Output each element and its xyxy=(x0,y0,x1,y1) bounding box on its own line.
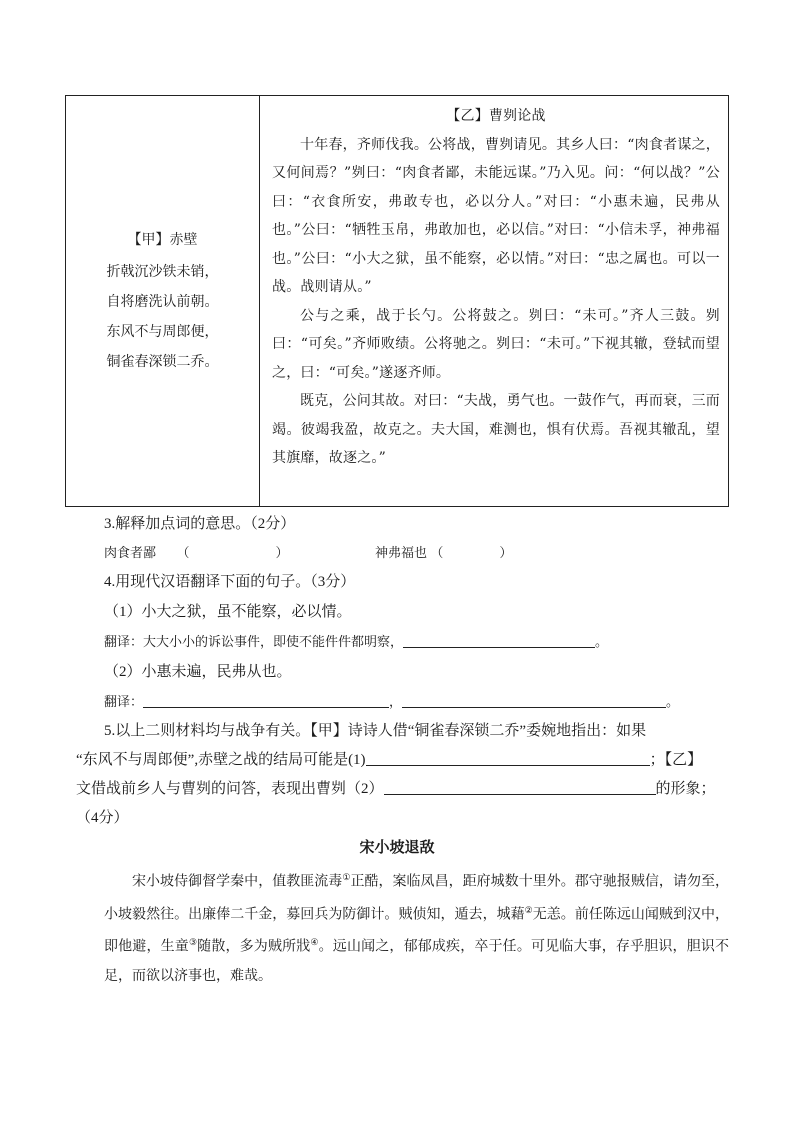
question-5-line-1: 5.以上二则材料均与战争有关。【甲】诗诗人借“铜雀春深锁二乔”委婉地指出：如果 xyxy=(104,723,647,739)
q3-answer-box-1[interactable]: （ ） xyxy=(176,545,289,560)
prose-paragraph: 既克，公问其故。对曰：“夫战，勇气也。一鼓作气，再而衰，三而竭。彼竭我盈，故克之。夫大国，难测也，惧有伏焉。吾视其辙乱，望其旗靡，故逐之。” xyxy=(272,393,720,466)
answer-blank[interactable] xyxy=(402,691,666,708)
question-4-sentence-2: （2）小惠未遍，民弗从也。 xyxy=(104,664,292,680)
passage-body xyxy=(104,864,729,991)
question-5-line-4: （4分） xyxy=(76,810,129,826)
question-3-items xyxy=(104,541,512,565)
q3-answer-box-2[interactable]: （ ） xyxy=(430,545,513,560)
poem-line: 铜雀春深锁二乔。 xyxy=(106,354,219,370)
footnote-marker: ③ xyxy=(188,938,198,949)
passage-title: 宋小坡退敌 xyxy=(359,839,435,856)
poem-line: 自将磨洗认前朝。 xyxy=(106,294,219,310)
question-4-sentence-1: （1）小大之狱，虽不能察，必以情。 xyxy=(104,604,352,620)
answer-blank[interactable] xyxy=(384,778,656,795)
prose-paragraph: 公与之乘，战于长勺。公将鼓之。刿曰：“未可。”齐人三鼓。刿曰：“可矣。”齐师败绩。公将驰之。刿曰：“未可。”下视其辙，登轼而望之，曰：“可矣。”遂逐齐师。 xyxy=(272,307,720,381)
passage-paragraph: 宋小坡侍御督学秦中，值教匪流毒①正酷，案临凤昌，距府城数十里外。郡守驰报贼信，请勿至，小坡毅然往。出廉俸二千金，募回兵为防御计。贼侦知，遁去，城藉②无恙。前任陈远山闻贼到汉中，即他避，生童③随散，多为贼所戕④。远山闻之，郁郁成疾，卒于任。可见临大事，存乎胆识，胆识不足，而欲以济事也，难哉。 xyxy=(104,873,730,984)
footnote-marker: ④ xyxy=(310,938,319,949)
question-4-prompt: 4.用现代汉语翻译下面的句子。（3分） xyxy=(104,574,356,590)
prose-paragraph: 十年春，齐师伐我。公将战，曹刿请见。其乡人曰：“肉食者谋之，又何间焉？”刿曰：“肉食者鄙，未能远谋。”乃入见。问：“何以战？”公曰：“衣食所安，弗敢专也，必以分人。”对曰：“小惠未遍，民弗从也。”公曰：“牺牲玉帛，弗敢加也，必以信。”对曰：“小信未孚，神弗福也。”公曰：“小大之狱，虽不能察，必以情。”对曰：“忠之属也。可以一战。战则请从。” xyxy=(272,136,720,295)
q3-item1: 肉食者鄙 xyxy=(104,545,157,560)
footnote-marker: ① xyxy=(342,873,351,883)
prose-title: 【乙】曹刿论战 xyxy=(446,108,546,124)
poem-line: 东风不与周郎便， xyxy=(106,324,219,340)
passages-table xyxy=(65,95,729,507)
q3-item2: 神弗福也 xyxy=(375,545,428,560)
question-3-prompt: 3.解释加点词的意思。（2分） xyxy=(104,516,296,532)
poem-line: 折戟沉沙铁未销， xyxy=(106,264,219,280)
question-4-translation-1: 翻译：大大小小的诉讼事件，即使不能件件都明察， 。 xyxy=(104,630,608,654)
question-5-line-2: “东风不与周郎便”,赤壁之战的结局可能是(1) ；【乙】 xyxy=(76,748,702,772)
prose-cell xyxy=(260,96,728,506)
poem-cell xyxy=(66,96,260,506)
footnote-marker: ② xyxy=(524,905,533,916)
question-5-line-3: 文借战前乡人与曹刿的问答，表现出曹刿（2） 的形象； xyxy=(76,777,716,801)
answer-blank[interactable] xyxy=(403,631,595,648)
answer-blank[interactable] xyxy=(143,691,389,708)
question-4-translation-2: 翻译： ， 。 xyxy=(104,690,679,714)
poem-title: 【甲】赤壁 xyxy=(127,232,198,248)
answer-blank[interactable] xyxy=(366,749,650,766)
